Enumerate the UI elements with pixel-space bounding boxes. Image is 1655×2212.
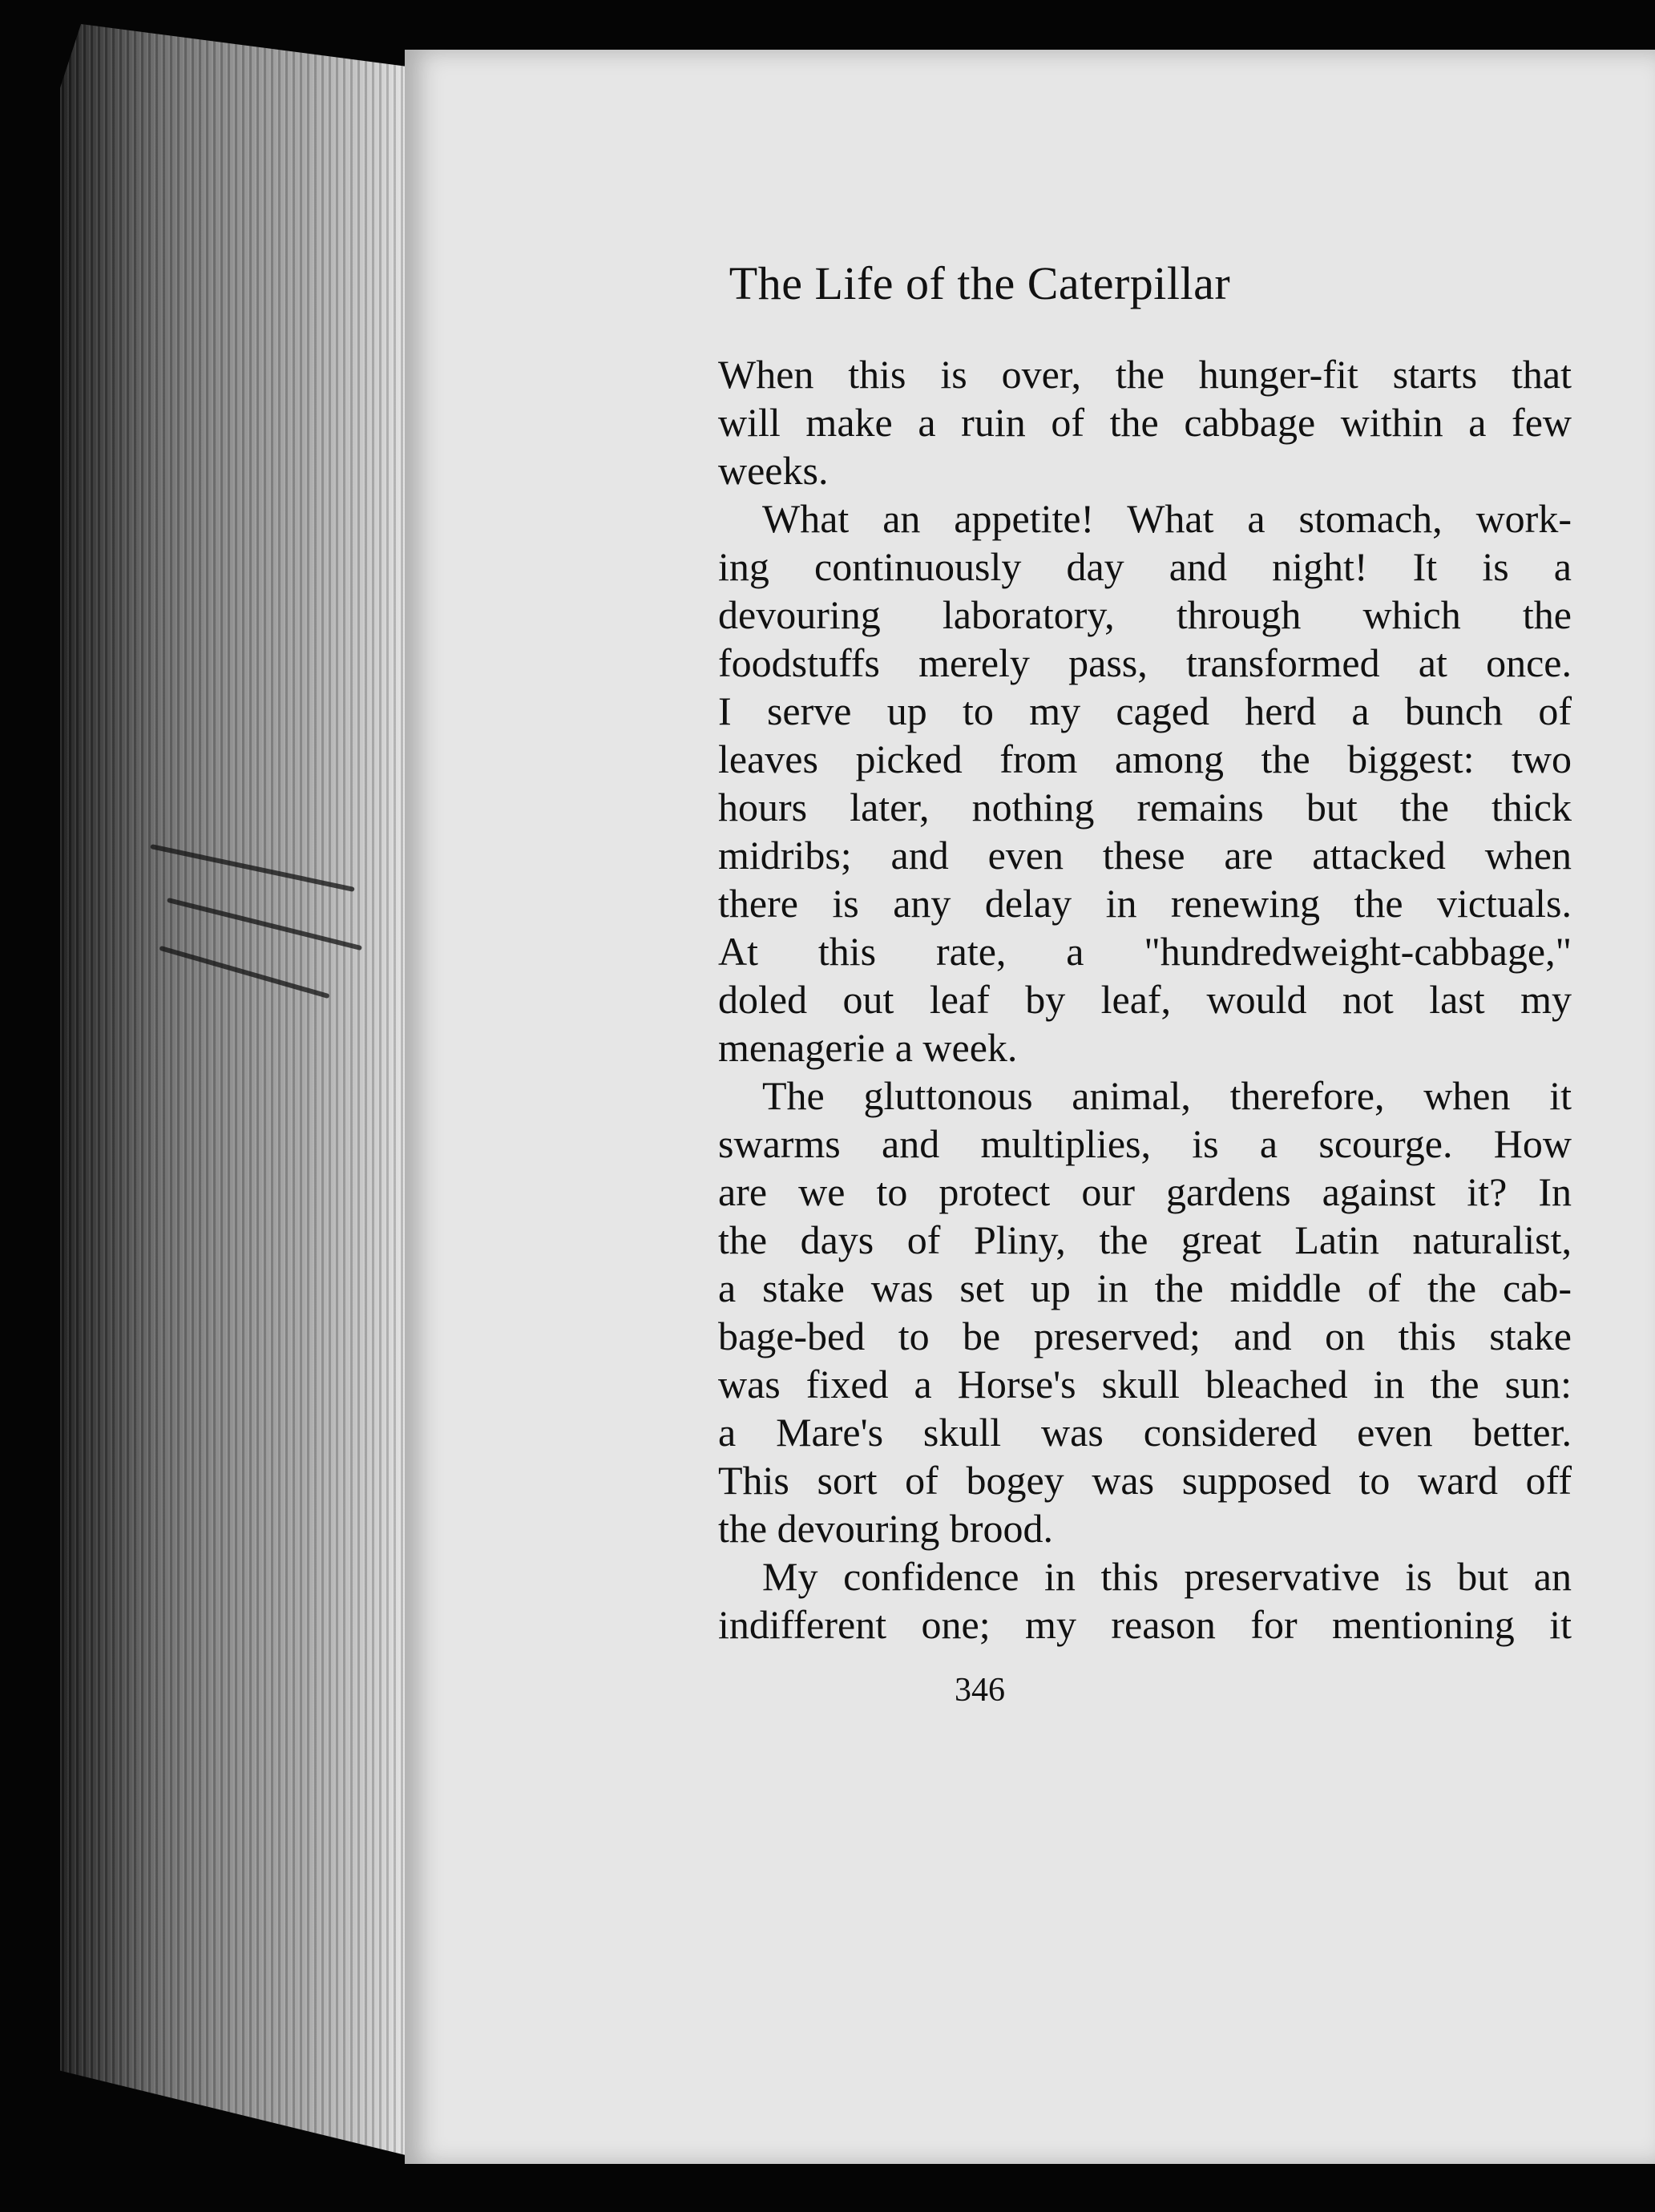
text-line: foodstuffs merely pass, transformed at once.: [718, 640, 1572, 685]
text-line: What an appetite! What a stomach, work-: [762, 496, 1572, 541]
text-line: devouring laboratory, through which the: [718, 592, 1572, 637]
text-line: the days of Pliny, the great Latin naturalist,: [718, 1217, 1572, 1262]
page-number: 346: [955, 1672, 1005, 1709]
text-line: will make a ruin of the cabbage within a few: [718, 400, 1572, 445]
page-edge-smudge: [150, 844, 355, 892]
book-page-edges: [60, 24, 409, 2156]
text-line: When this is over, the hunger-fit starts that: [718, 352, 1572, 397]
text-line: At this rate, a "hundredweight-cabbage,": [718, 929, 1572, 974]
text-line: a stake was set up in the middle of the cab-: [718, 1265, 1572, 1310]
text-line: are we to protect our gardens against it? In: [718, 1169, 1572, 1214]
text-line: a Mare's skull was considered even better.: [718, 1410, 1572, 1455]
text-line: My confidence in this preservative is but an: [762, 1554, 1572, 1599]
text-line: I serve up to my caged herd a bunch of: [718, 688, 1572, 733]
text-line: swarms and multiplies, is a scourge. How: [718, 1121, 1572, 1166]
text-line: The gluttonous animal, therefore, when it: [762, 1073, 1572, 1118]
text-line: leaves picked from among the biggest: two: [718, 737, 1572, 781]
text-line: indifferent one; my reason for mentioning it: [718, 1602, 1572, 1647]
text-line: midribs; and even these are attacked when: [718, 833, 1572, 878]
text-line: ing continuously day and night! It is a: [718, 544, 1572, 589]
text-line: there is any delay in renewing the victuals.: [718, 881, 1572, 926]
scan-bottom-border: [405, 2164, 1655, 2212]
text-line: menagerie a week.: [718, 1025, 1018, 1070]
text-line: weeks.: [718, 448, 829, 493]
body-text: [718, 350, 1572, 1649]
page-edge-smudge: [167, 898, 362, 951]
text-line: doled out leaf by leaf, would not last my: [718, 977, 1572, 1022]
running-head: The Life of the Caterpillar: [729, 257, 1231, 309]
text-line: bage-bed to be preserved; and on this stake: [718, 1314, 1572, 1358]
text-line: was fixed a Horse's skull bleached in the sun:: [718, 1362, 1572, 1407]
text-line: This sort of bogey was supposed to ward off: [718, 1458, 1572, 1503]
text-line: the devouring brood.: [718, 1506, 1053, 1551]
page-edge-smudge: [159, 946, 329, 999]
text-line: hours later, nothing remains but the thick: [718, 785, 1572, 830]
